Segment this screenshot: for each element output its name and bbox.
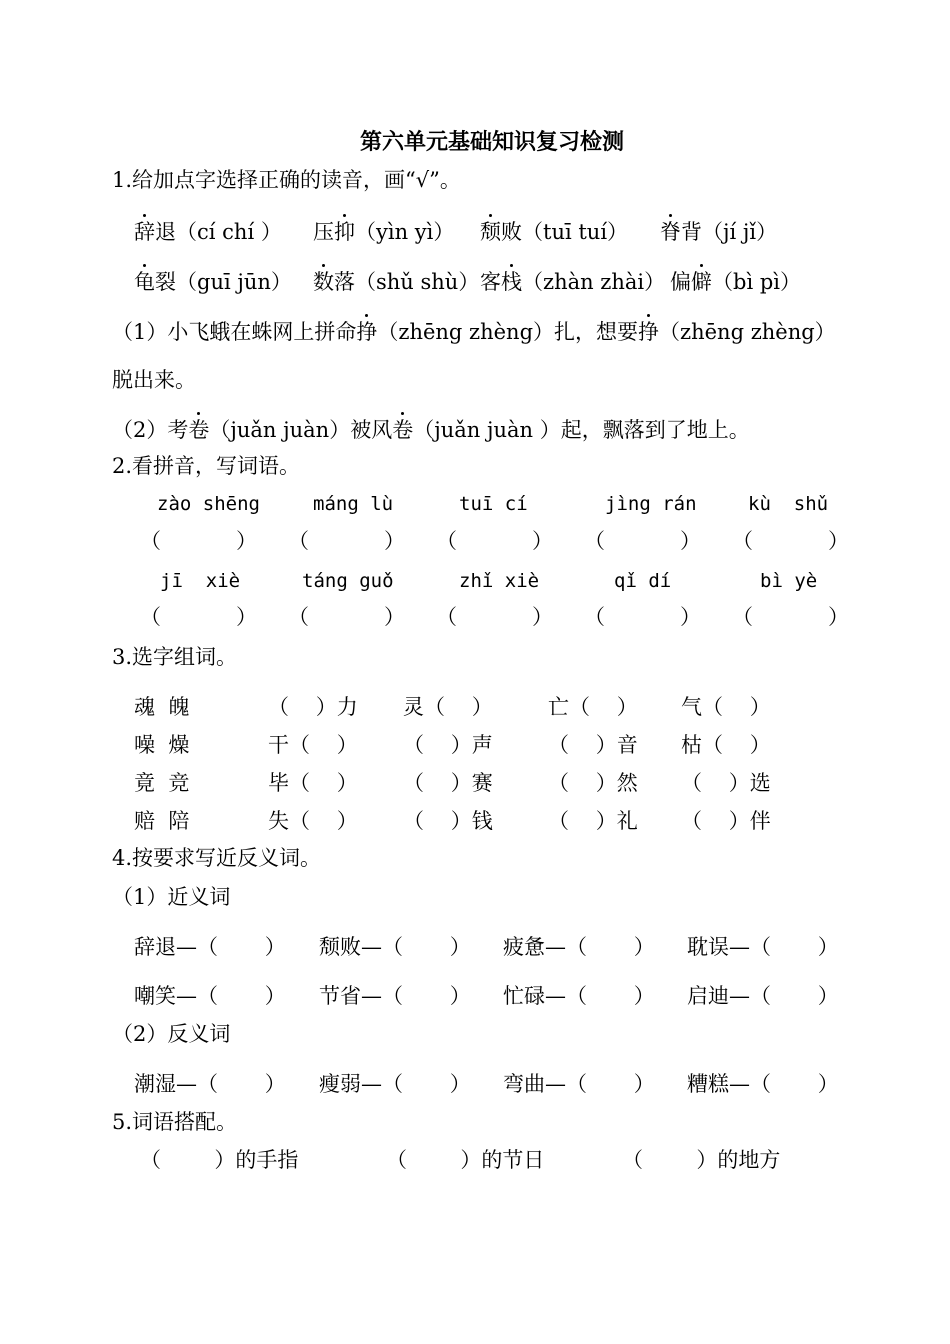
fill-word: （ ）钱 (403, 809, 493, 833)
dotted-char: 龟 (134, 272, 155, 293)
q1-item (480, 272, 665, 293)
paren-open: （ (436, 605, 457, 629)
char-pair: 噪 燥 (134, 733, 190, 757)
synonym-item: 忙碌—（ ） (503, 984, 655, 1008)
q2-heading: 2.看拼音，写词语。 (112, 454, 301, 478)
dotted-char: 数 (313, 272, 334, 293)
paren-open: （ (584, 605, 605, 629)
fill-word: 干（ ） (268, 733, 358, 757)
paren-open: （ (732, 529, 753, 553)
dotted-char: 卷 (392, 420, 413, 441)
paren-close: ） (384, 529, 405, 553)
item-post: 败（tuī tuí） (501, 220, 629, 244)
paren-close: ） (532, 605, 553, 629)
item-post: （yìn yì） (355, 220, 455, 244)
q1-item (670, 272, 801, 293)
fill-word: （ ）然 (548, 771, 638, 795)
pinyin: qǐ dí (614, 570, 672, 592)
fill-word: （ ）声 (403, 733, 493, 757)
page-title: 第六单元基础知识复习检测 (360, 130, 625, 155)
paren-open: （ (288, 529, 309, 553)
synonym-item: 嘲笑—（ ） (134, 984, 286, 1008)
paren-open: （ (732, 605, 753, 629)
synonym-item: 颓败—（ ） (319, 935, 471, 959)
item-post: 背（jí jǐ） (681, 220, 778, 244)
item-pre: 客 (480, 270, 501, 294)
paren-open: （ (288, 605, 309, 629)
paren-open: （ (140, 605, 161, 629)
char-pair: 竟 竞 (134, 771, 190, 795)
antonym-item: 糟糕—（ ） (687, 1072, 839, 1096)
match-item: （ ）的地方 (622, 1148, 781, 1172)
fill-word: （ ）力 (268, 695, 358, 719)
paren-close: ） (532, 529, 553, 553)
paren-open: （ (140, 529, 161, 553)
item-post: （bì pì） (712, 270, 801, 294)
fill-word: 枯（ ） (681, 733, 771, 757)
paren-close: ） (236, 605, 257, 629)
char-pair: 魂 魄 (134, 695, 190, 719)
fill-word: （ ）礼 (548, 809, 638, 833)
q1-heading: 1.给加点字选择正确的读音，画“√”。 (112, 168, 461, 192)
dotted-char: 挣 (356, 322, 377, 343)
dotted-char: 颓 (480, 222, 501, 243)
q1-item (480, 222, 628, 243)
pinyin: máng lù (313, 493, 394, 515)
item-post: 退（cí chí ） (155, 220, 282, 244)
paren-close: ） (384, 605, 405, 629)
fill-word: 亡（ ） (548, 695, 638, 719)
q1-item (313, 272, 479, 293)
fill-word: （ ）赛 (403, 771, 493, 795)
paren-close: ） (680, 605, 701, 629)
pinyin: táng guǒ (302, 570, 394, 592)
q1-sentence-1-cont: 脱出来。 (112, 368, 196, 392)
paren-close: ） (828, 605, 849, 629)
antonym-item: 潮湿—（ ） (134, 1072, 286, 1096)
fill-word: 灵（ ） (403, 695, 493, 719)
paren-close: ） (680, 529, 701, 553)
dotted-char: 辞 (134, 222, 155, 243)
match-item: （ ）的手指 (140, 1148, 299, 1172)
pinyin: zào shēng (157, 493, 260, 515)
fill-word: （ ）选 (681, 771, 771, 795)
dotted-char: 僻 (691, 272, 712, 293)
item-post: （zhàn zhài） (522, 270, 666, 294)
dotted-char: 脊 (660, 222, 681, 243)
pinyin: zhǐ xiè (459, 570, 540, 592)
pinyin: jìng rán (605, 493, 697, 515)
synonym-item: 启迪—（ ） (687, 984, 839, 1008)
dotted-char: 抑 (334, 222, 355, 243)
paren-close: ） (828, 529, 849, 553)
paren-open: （ (584, 529, 605, 553)
item-pre: 压 (313, 220, 334, 244)
q1-item (660, 222, 777, 243)
paren-open: （ (436, 529, 457, 553)
pinyin: bì yè (760, 570, 818, 592)
synonym-item: 疲惫—（ ） (503, 935, 655, 959)
item-post: 裂（guī jūn） (155, 270, 292, 294)
q4-antonym-label: （2）反义词 (112, 1022, 231, 1046)
paren-close: ） (236, 529, 257, 553)
dotted-char: 挣 (638, 322, 659, 343)
pinyin: jī xiè (160, 570, 241, 592)
match-item: （ ）的节日 (386, 1148, 545, 1172)
q1-sentence-1: （1）小飞蛾在蛛网上拼命挣 （zhēng zhèng）扎，想要挣 （zhēng zhèng） (112, 322, 836, 343)
q1-item (134, 222, 282, 243)
q3-heading: 3.选字组词。 (112, 645, 238, 669)
fill-word: 毕（ ） (268, 771, 358, 795)
fill-word: 气（ ） (681, 695, 771, 719)
pinyin: tuī cí (459, 493, 528, 515)
fill-word: （ ）伴 (681, 809, 771, 833)
q1-item (313, 222, 454, 243)
q5-heading: 5.词语搭配。 (112, 1110, 238, 1134)
item-pre: 偏 (670, 270, 691, 294)
q1-sentence-2: （2）考卷 （juǎn juàn）被风卷 （juǎn juàn ）起，飘落到了地上。 (112, 420, 750, 441)
antonym-item: 瘦弱—（ ） (319, 1072, 471, 1096)
dotted-char: 卷 (188, 420, 209, 441)
synonym-item: 节省—（ ） (319, 984, 471, 1008)
dotted-char: 栈 (501, 272, 522, 293)
fill-word: （ ）音 (548, 733, 638, 757)
fill-word: 失（ ） (268, 809, 358, 833)
synonym-item: 辞退—（ ） (134, 935, 286, 959)
q4-heading: 4.按要求写近反义词。 (112, 846, 322, 870)
q1-item (134, 272, 292, 293)
pinyin: kù shǔ (748, 493, 829, 515)
q4-synonym-label: （1）近义词 (112, 885, 231, 909)
item-post: 落（shǔ shù） (334, 270, 480, 294)
char-pair: 赔 陪 (134, 809, 190, 833)
synonym-item: 耽误—（ ） (687, 935, 839, 959)
antonym-item: 弯曲—（ ） (503, 1072, 655, 1096)
